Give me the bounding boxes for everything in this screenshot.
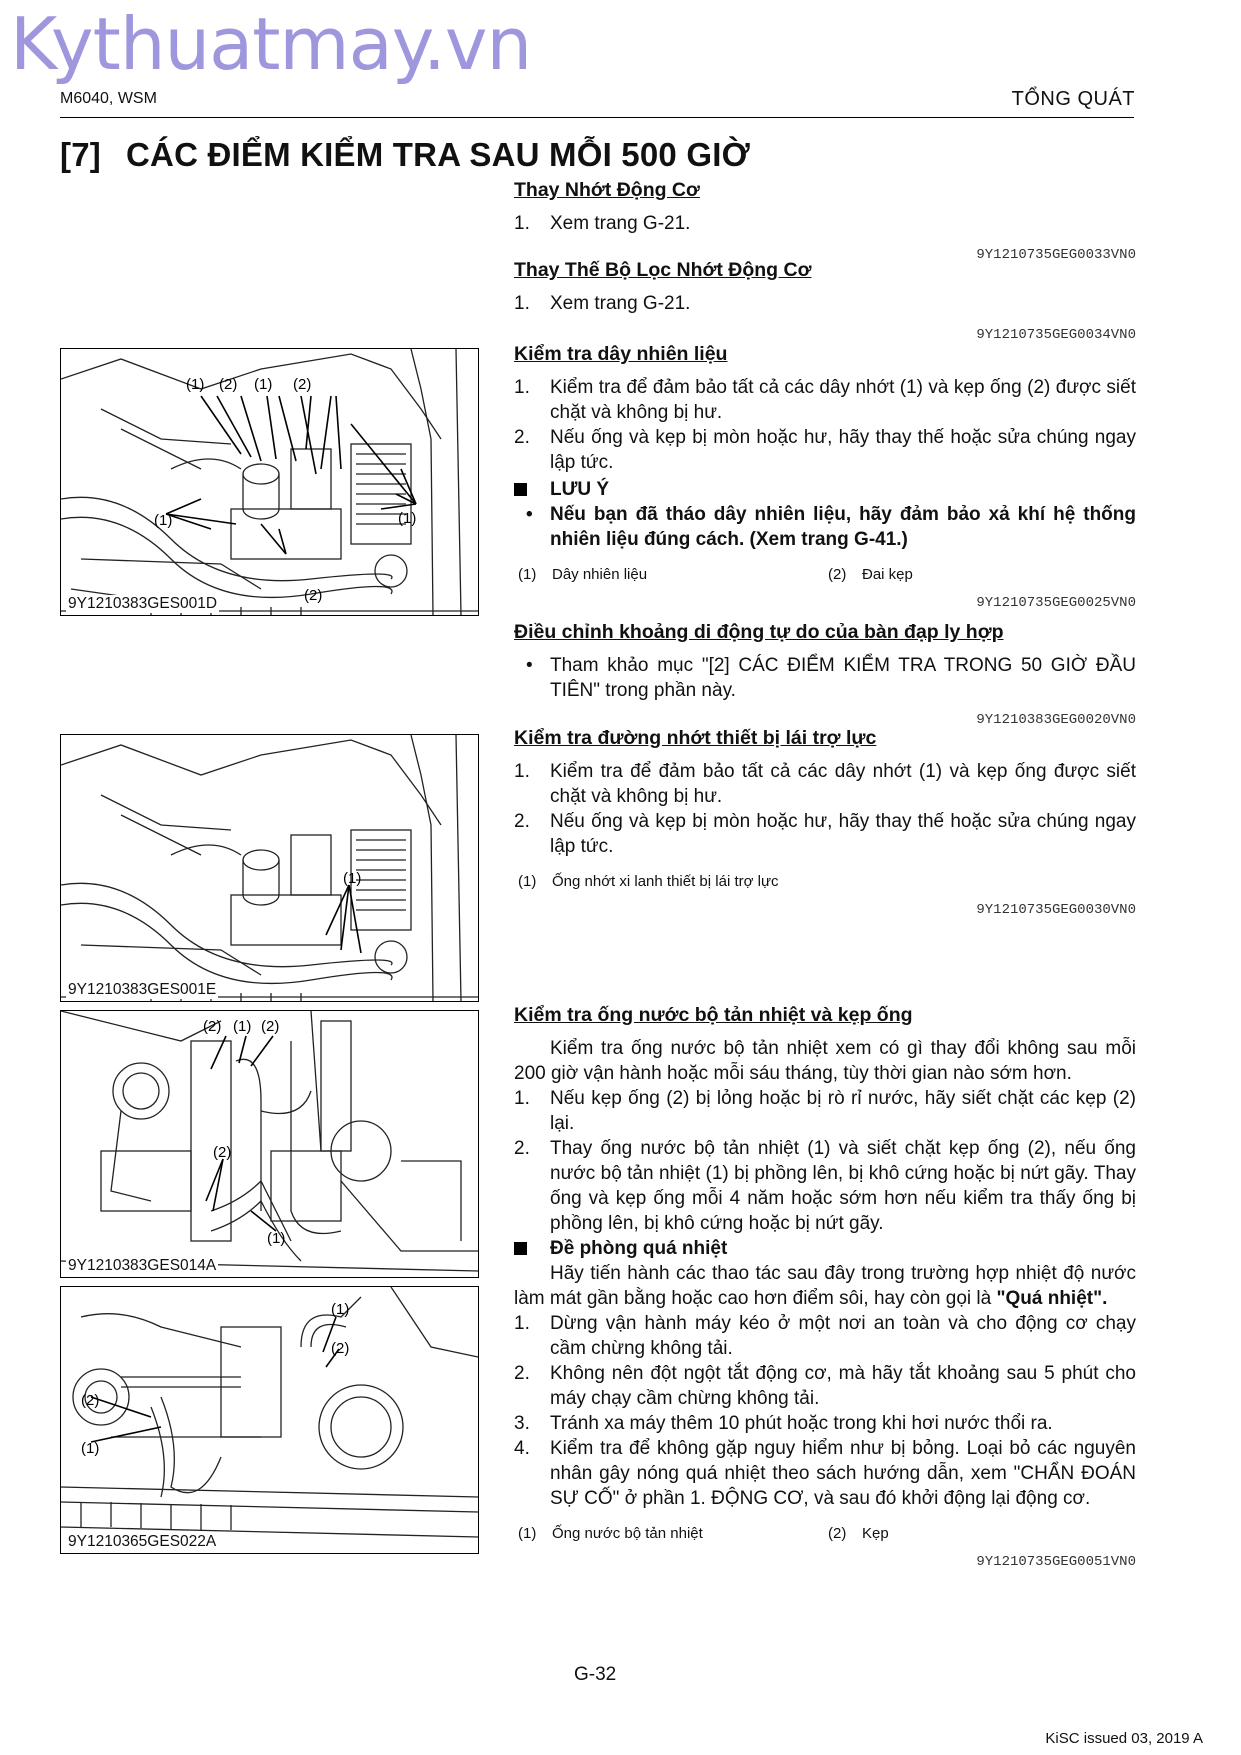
- figure-id: 9Y1210365GES022A: [68, 1533, 217, 1550]
- fuel-line-illustration: [61, 349, 478, 615]
- list-item: 1. Dừng vận hành máy kéo ở một nơi an toàn và cho động cơ chạy cầm chừng không tải.: [514, 1313, 1136, 1359]
- paragraph: Hãy tiến hành các thao tác sau đây trong trường hợp nhiệt độ nước làm mát gần bằng hoặc cao hơn điểm sôi, hay còn gọi là "Quá nhiệt".: [514, 1263, 1136, 1309]
- section-fuel-line: [514, 342, 1136, 616]
- callout: (2): [331, 1340, 350, 1357]
- radiator-hose-lower-illustration: [61, 1287, 478, 1553]
- watermark: Kythuatmay.vn: [10, 2, 532, 86]
- section-title: Thay Thế Bộ Lọc Nhớt Động Cơ: [514, 259, 812, 281]
- page-title: [60, 136, 750, 174]
- paragraph: Kiểm tra ống nước bộ tản nhiệt xem có gì thay đổi không sau mỗi 200 giờ vận hành hoặc mỗi sáu tháng, tùy thời gian nào sớm hơn.: [514, 1038, 1136, 1084]
- list-item: 2. Nếu ống và kẹp bị mòn hoặc hư, hãy thay thế hoặc sửa chúng ngay lập tức.: [514, 427, 1136, 473]
- note-body: • Nếu bạn đã tháo dây nhiên liệu, hãy đảm bảo xả khí hệ thống nhiên liệu đúng cách. (Xem trang G-41.): [526, 504, 1136, 550]
- figure-fuel-line: [60, 348, 479, 616]
- list-item: 2. Nếu ống và kẹp bị mòn hoặc hư, hãy thay thế hoặc sửa chúng ngay lập tức.: [514, 811, 1136, 857]
- callout: (2): [203, 1018, 222, 1035]
- header-model: M6040, WSM: [60, 90, 157, 107]
- figure-radiator-hose-lower: [60, 1286, 479, 1554]
- callout: (1): [154, 512, 173, 529]
- section-title: Điều chỉnh khoảng di động tự do của bàn đạp ly hợp: [514, 621, 1004, 643]
- section-code: 9Y1210735GEG0051VN0: [976, 1554, 1136, 1570]
- callout: (1): [343, 870, 362, 887]
- callout: (2): [219, 376, 238, 393]
- page-number: G-32: [574, 1664, 617, 1685]
- callout: (1): [254, 376, 273, 393]
- callout: (2): [304, 587, 323, 604]
- title-text: CÁC ĐIỂM KIỂM TRA SAU MỖI 500 GIỜ: [126, 136, 750, 173]
- callout: (1): [331, 1301, 350, 1318]
- figure-radiator-hose: [60, 1010, 479, 1278]
- callout: (1): [398, 510, 417, 527]
- note-square-icon: [514, 483, 527, 496]
- callout: (2): [293, 376, 312, 393]
- title-number: [7]: [60, 136, 101, 173]
- list-item: 3. Tránh xa máy thêm 10 phút hoặc trong khi hơi nước thổi ra.: [514, 1413, 1053, 1434]
- header-section: TỔNG QUÁT: [1011, 88, 1135, 110]
- section-title: Kiểm tra ống nước bộ tản nhiệt và kẹp ống: [514, 1004, 913, 1026]
- callout: (2): [81, 1392, 100, 1409]
- section-code: 9Y1210735GEG0025VN0: [976, 595, 1136, 611]
- list-item: 1. Xem trang G-21.: [514, 293, 691, 314]
- list-item: 1. Nếu kẹp ống (2) bị lỏng hoặc bị rò rỉ nước, hãy siết chặt các kẹp (2) lại.: [514, 1088, 1136, 1134]
- section-code: 9Y1210383GEG0020VN0: [976, 712, 1136, 728]
- section-title: Thay Nhớt Động Cơ: [514, 179, 700, 201]
- radiator-hose-illustration: [61, 1011, 478, 1277]
- section-power-steering: [514, 726, 1136, 923]
- legend: (1) Ống nhớt xi lanh thiết bị lái trợ lực: [518, 873, 779, 890]
- figure-id: 9Y1210383GES001E: [68, 981, 217, 998]
- power-steering-illustration: [61, 735, 478, 1001]
- list-item: 2. Không nên đột ngột tắt động cơ, mà hãy tắt khoảng sau 5 phút cho máy chạy cầm chừng không tải.: [514, 1363, 1136, 1409]
- list-item: 1. Xem trang G-21.: [514, 213, 691, 234]
- callout: (1): [267, 1230, 286, 1247]
- note-square-icon: [514, 1242, 527, 1255]
- section-clutch: [514, 620, 1136, 733]
- figure-id: 9Y1210383GES014A: [68, 1257, 217, 1274]
- overheat-heading: Đề phòng quá nhiệt: [514, 1236, 1136, 1261]
- section-radiator: [514, 1003, 1136, 1575]
- callout: (2): [261, 1018, 280, 1035]
- section-code: 9Y1210735GEG0034VN0: [976, 327, 1136, 343]
- figure-id: 9Y1210383GES001D: [68, 595, 218, 612]
- footer-issue: KiSC issued 03, 2019 A: [1045, 1730, 1203, 1747]
- section-oil-change: [514, 178, 1136, 268]
- note-heading: LƯU Ý: [514, 477, 1136, 502]
- header-divider: [60, 117, 1134, 118]
- list-item: 2. Thay ống nước bộ tản nhiệt (1) và siết chặt kẹp ống (2), nếu ống nước bộ tản nhiệt (1) bị phồng lên, bị khô cứng hoặc bị nứt gãy. Thay ống và kẹp ống mỗi 4 năm hoặc sớm hơn nếu kiểm tra thấy ống bị phồng lên, bị khô cứng hoặc bị nứt gãy.: [514, 1138, 1136, 1234]
- callout: (2): [213, 1144, 232, 1161]
- figure-power-steering: [60, 734, 479, 1002]
- callout: (1): [81, 1440, 100, 1457]
- callout: (1): [186, 376, 205, 393]
- section-code: 9Y1210735GEG0033VN0: [976, 247, 1136, 263]
- legend: (1) Ống nước bộ tản nhiệt (2) Kẹp: [518, 1525, 889, 1542]
- section-code: 9Y1210735GEG0030VN0: [976, 902, 1136, 918]
- legend: (1) Dây nhiên liệu (2) Đai kẹp: [518, 566, 913, 583]
- list-item: 4. Kiểm tra để không gặp nguy hiểm như bị bỏng. Loại bỏ các nguyên nhân gây nóng quá nhiệt theo sách hướng dẫn, xem "CHẨN ĐOÁN SỰ CỐ" ở phần 1. ĐỘNG CƠ, và sau đó khởi động lại động cơ.: [514, 1438, 1136, 1509]
- section-oil-filter: [514, 258, 1136, 348]
- list-item: • Tham khảo mục "[2] CÁC ĐIỂM KIỂM TRA TRONG 50 GIỜ ĐẦU TIÊN" trong phần này.: [526, 655, 1136, 701]
- list-item: 1. Kiểm tra để đảm bảo tất cả các dây nhớt (1) và kẹp ống được siết chặt và không bị hư.: [514, 761, 1136, 807]
- callout: (1): [233, 1018, 252, 1035]
- list-item: 1. Kiểm tra để đảm bảo tất cả các dây nhớt (1) và kẹp ống (2) được siết chặt và không bị hư.: [514, 377, 1136, 423]
- section-title: Kiểm tra dây nhiên liệu: [514, 343, 728, 365]
- section-title: Kiểm tra đường nhớt thiết bị lái trợ lực: [514, 727, 877, 749]
